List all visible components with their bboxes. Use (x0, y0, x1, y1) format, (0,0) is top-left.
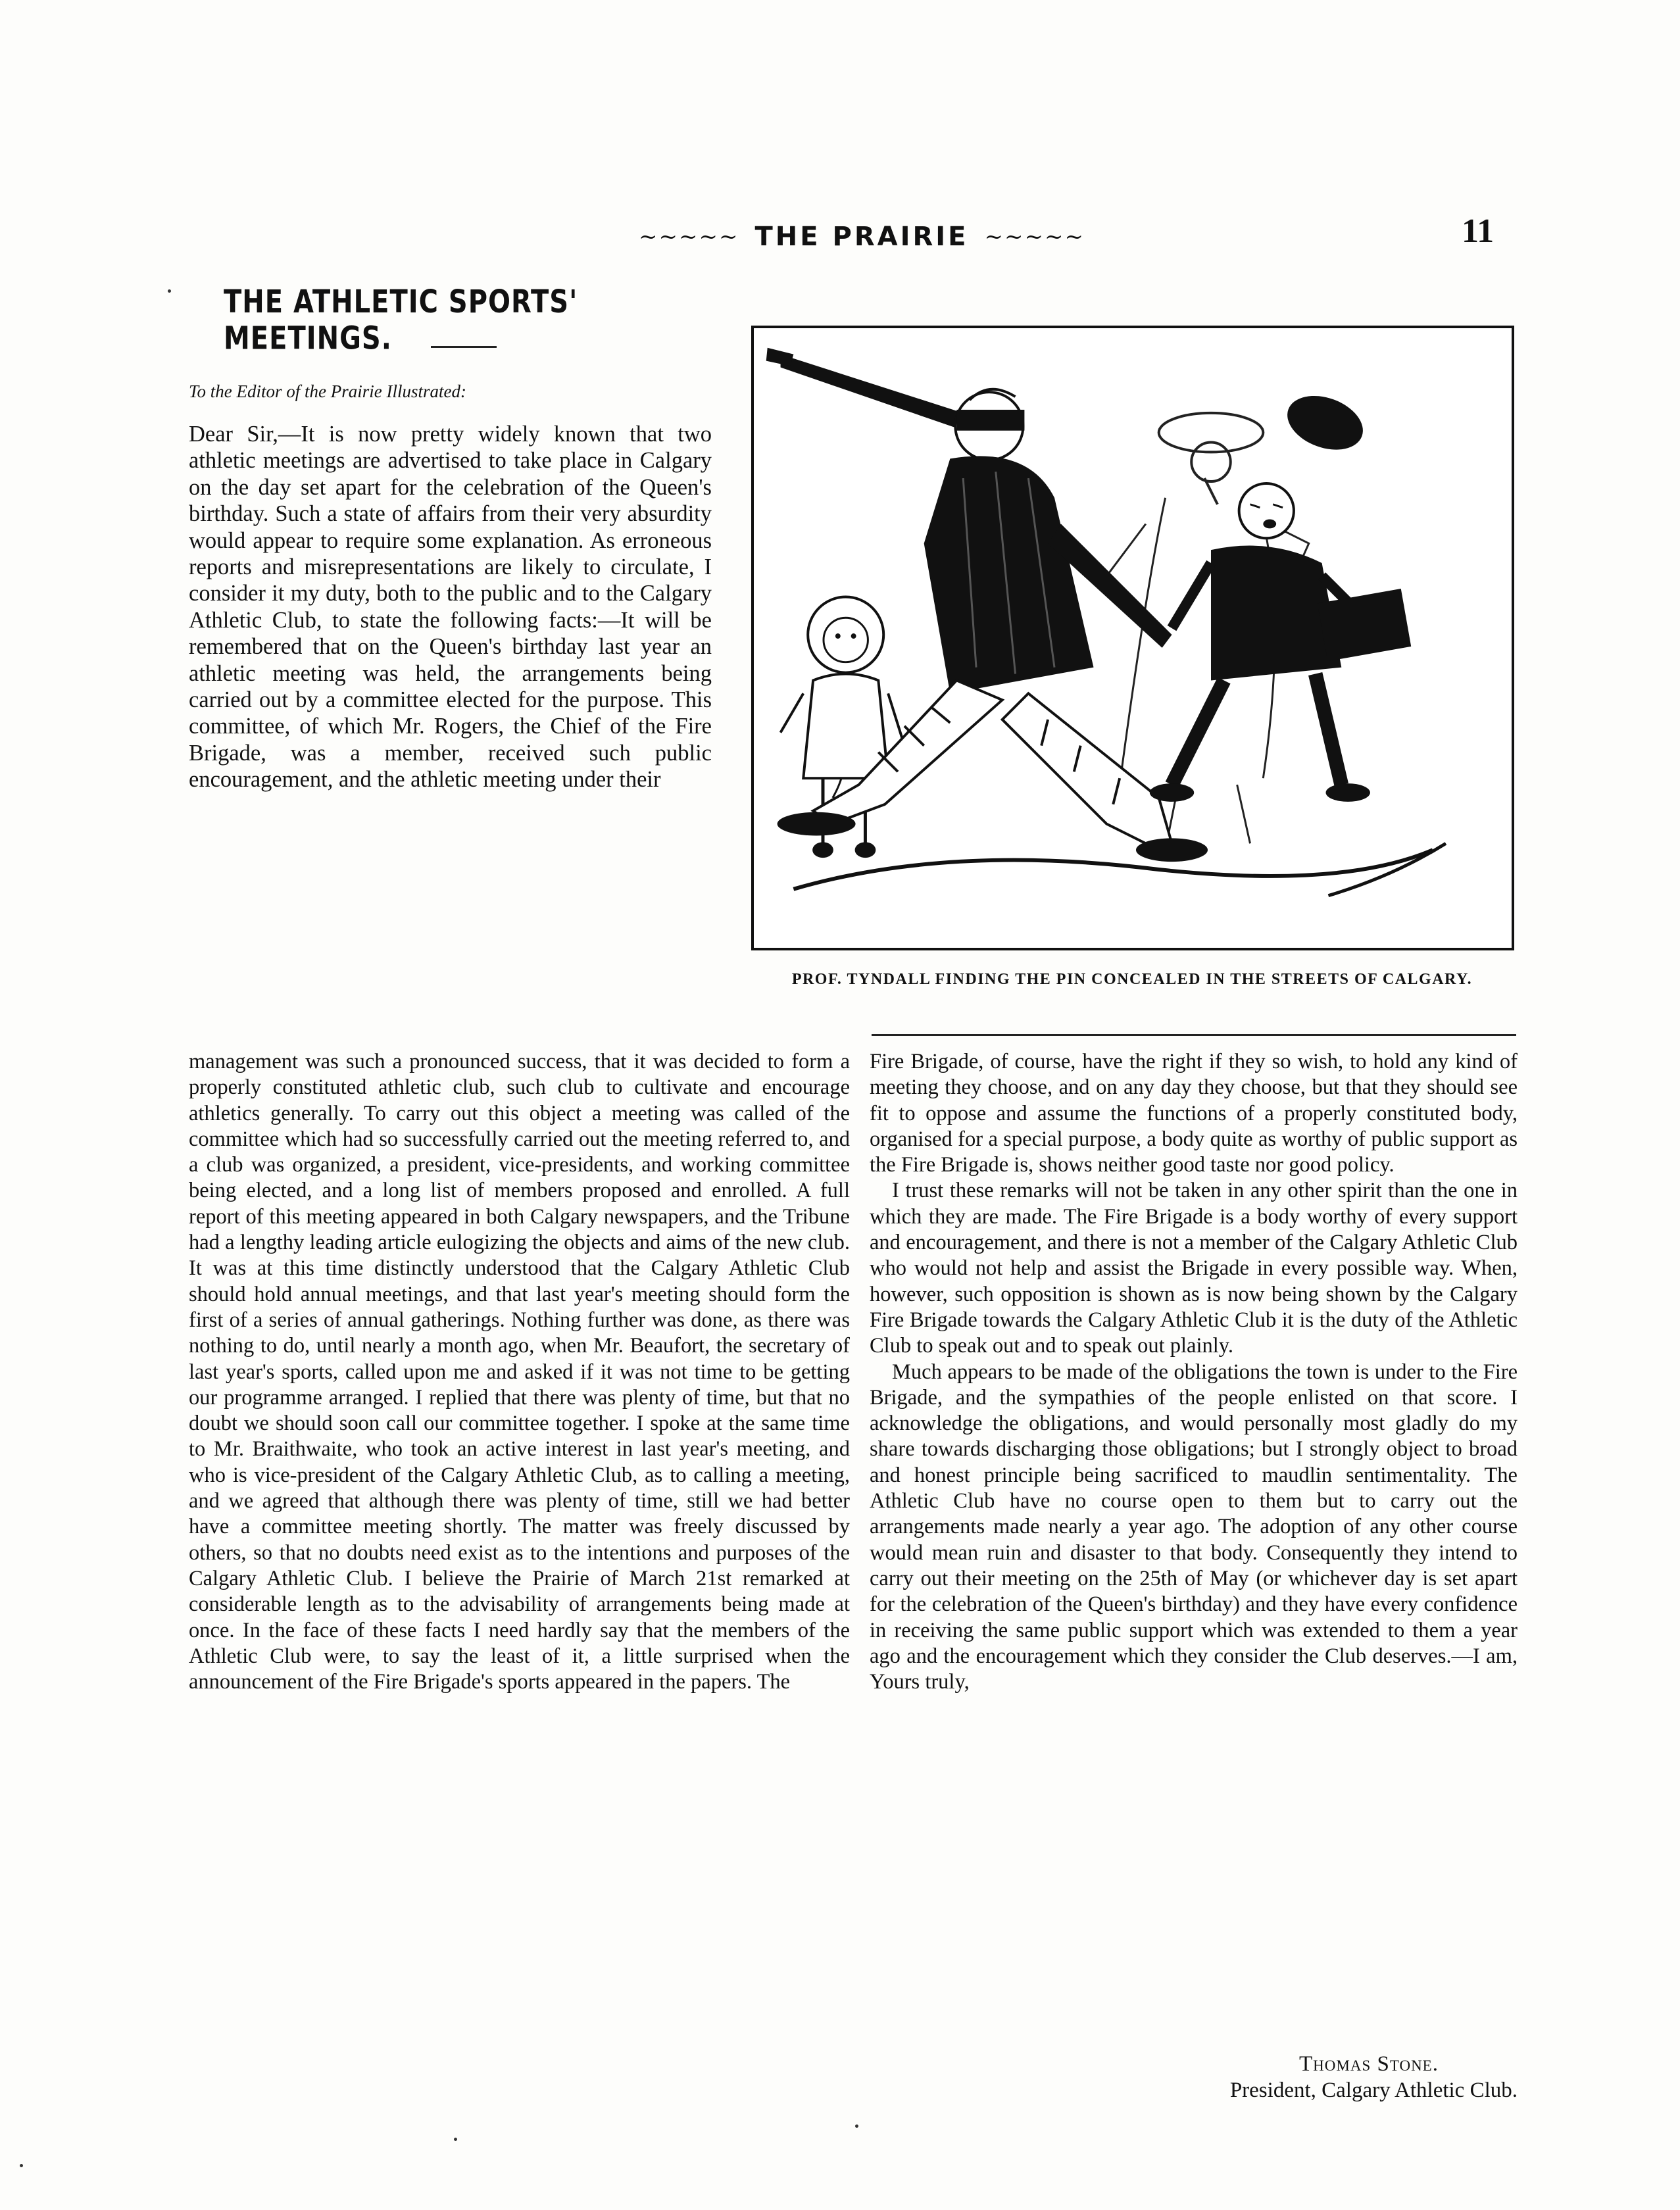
right-paragraph-1: Fire Brigade, of course, have the right if they so wish, to hold any kind of meeting they choose, and on any day they choose, but that they should see fit to oppose and assume the functions of a properly constituted body, organised for a special purpose, a body quite as worthy of public support as the Fire Brigade is, shows neither good taste nor good policy. (870, 1050, 1518, 1177)
left-column-lower-text: management was such a pronounced success, that it was decided to form a properly constituted athletic club, such club to cultivate and encourage athletics generally. To carry out this object a meeting was called of the committee which had so successfully carried out the meeting referred to, and a club was organized, a president, vice-presidents, and working committee being elected, and a long list of members proposed and enrolled. A full report of this meeting appeared in both Calgary newspapers, and the Tribune had a lengthy leading article eulogizing the objects and aims of the new club. It was at this time distinctly understood that the Calgary Athletic Club should hold annual meetings, and that last year's meeting should form the first of a series of annual gatherings. Nothing further was done, as there was nothing to do, until nearly a month ago, when Mr. Beaufort, the secretary of last year's sports, called upon me and asked if it was not time to be getting our programme arranged. I replied that there was plenty of time, but that no doubt we should soon call our committee together. I spoke at the same time to Mr. Braithwaite, who took an active interest in last year's meeting, and who is vice-president of the Calgary Athletic Club, as to calling a meeting, and we agreed that although there was plenty of time, still we had better have a committee meeting shortly. The matter was freely discussed by others, so that no doubts need exist as to the intentions and purposes of the Calgary Athletic Club. I believe the Prairie of March 21st remarked at considerable length as to the advisability of arrangements being made at once. In the face of these facts I need hardly say that the members of the Athletic Club were, to say the least of it, a little surprised when the announcement of the Fire Brigade's sports appeared in the papers. The (189, 1050, 850, 1694)
page-number: 11 (1462, 212, 1495, 250)
illustration-caption: PROF. TYNDALL FINDING THE PIN CONCEALED IN THE STREETS OF CALGARY. (791, 971, 1473, 988)
right-flourish: ~~~~~ (984, 224, 1085, 250)
signature-name: Thomas Stone. (1299, 2052, 1439, 2076)
signature-title: President, Calgary Athletic Club. (1229, 2078, 1518, 2102)
right-paragraph-3: Much appears to be made of the obligations the town is under to the Fire Brigade, and the sympathies of the people enlisted on that score. I acknowledge the obligations, and would personally most gladly do my share towards discharging those obligations; but I strongly object to broad and honest principle being sacrificed to maudlin sentimentality. The Athletic Club have no course open to them but to carry out the arrangements made nearly a year ago. The adoption of any other course would mean ruin and disaster to that body. Consequently they intend to carry out their meeting on the 25th of May (or whichever day is set apart for the celebration of the Queen's birthday) and they have every confidence in receiving the same public support which was extended to them a year ago and the encouragement which they consider the Club deserves.—I am, Yours truly, (870, 1360, 1518, 1694)
print-speck (168, 289, 171, 293)
article-headline: THE ATHLETIC SPORTS' MEETINGS. (224, 284, 578, 357)
running-title: THE PRAIRIE (754, 222, 969, 252)
cartoon-illustration (751, 326, 1514, 950)
cartoon-drawing (754, 328, 1512, 948)
left-flourish: ~~~~~ (639, 224, 739, 250)
print-speck (855, 2124, 858, 2128)
headline-divider (431, 346, 497, 348)
right-column-text (870, 1049, 1518, 1695)
salutation: To the Editor of the Prairie Illustrated: (189, 381, 466, 401)
print-speck (454, 2138, 457, 2141)
right-paragraph-2: I trust these remarks will not be taken in any other spirit than the one in which they are made. The Fire Brigade is a body worthy of every support and encouragement, and there is not a member of the Calgary Athletic Club who would not help and assist the Brigade in every possible way. When, however, such opposition is shown as is now being shown by the Calgary Fire Brigade towards the Calgary Athletic Club it is the duty of the Athletic Club to speak out and to speak out plainly. (870, 1179, 1518, 1358)
left-column-upper-text: Dear Sir,—It is now pretty widely known that two athletic meetings are advertised to take place in Calgary on the day set apart for the celebration of the Queen's birthday. Such a state of affairs from their very absurdity would appear to require some explanation. As erroneous reports and misrepresentations are likely to circulate, I consider it my duty, both to the public and to the Calgary Athletic Club, to state the following facts:—It will be remembered that on the Queen's birthday last year an athletic meeting was held, the arrangements being carried out by a committee elected for the purpose. This committee, of which Mr. Rogers, the Chief of the Fire Brigade, was a member, received such public encouragement, and the athletic meeting under their (189, 422, 712, 793)
print-speck (20, 2164, 23, 2167)
running-header (579, 217, 1145, 257)
caption-divider (872, 1034, 1516, 1036)
